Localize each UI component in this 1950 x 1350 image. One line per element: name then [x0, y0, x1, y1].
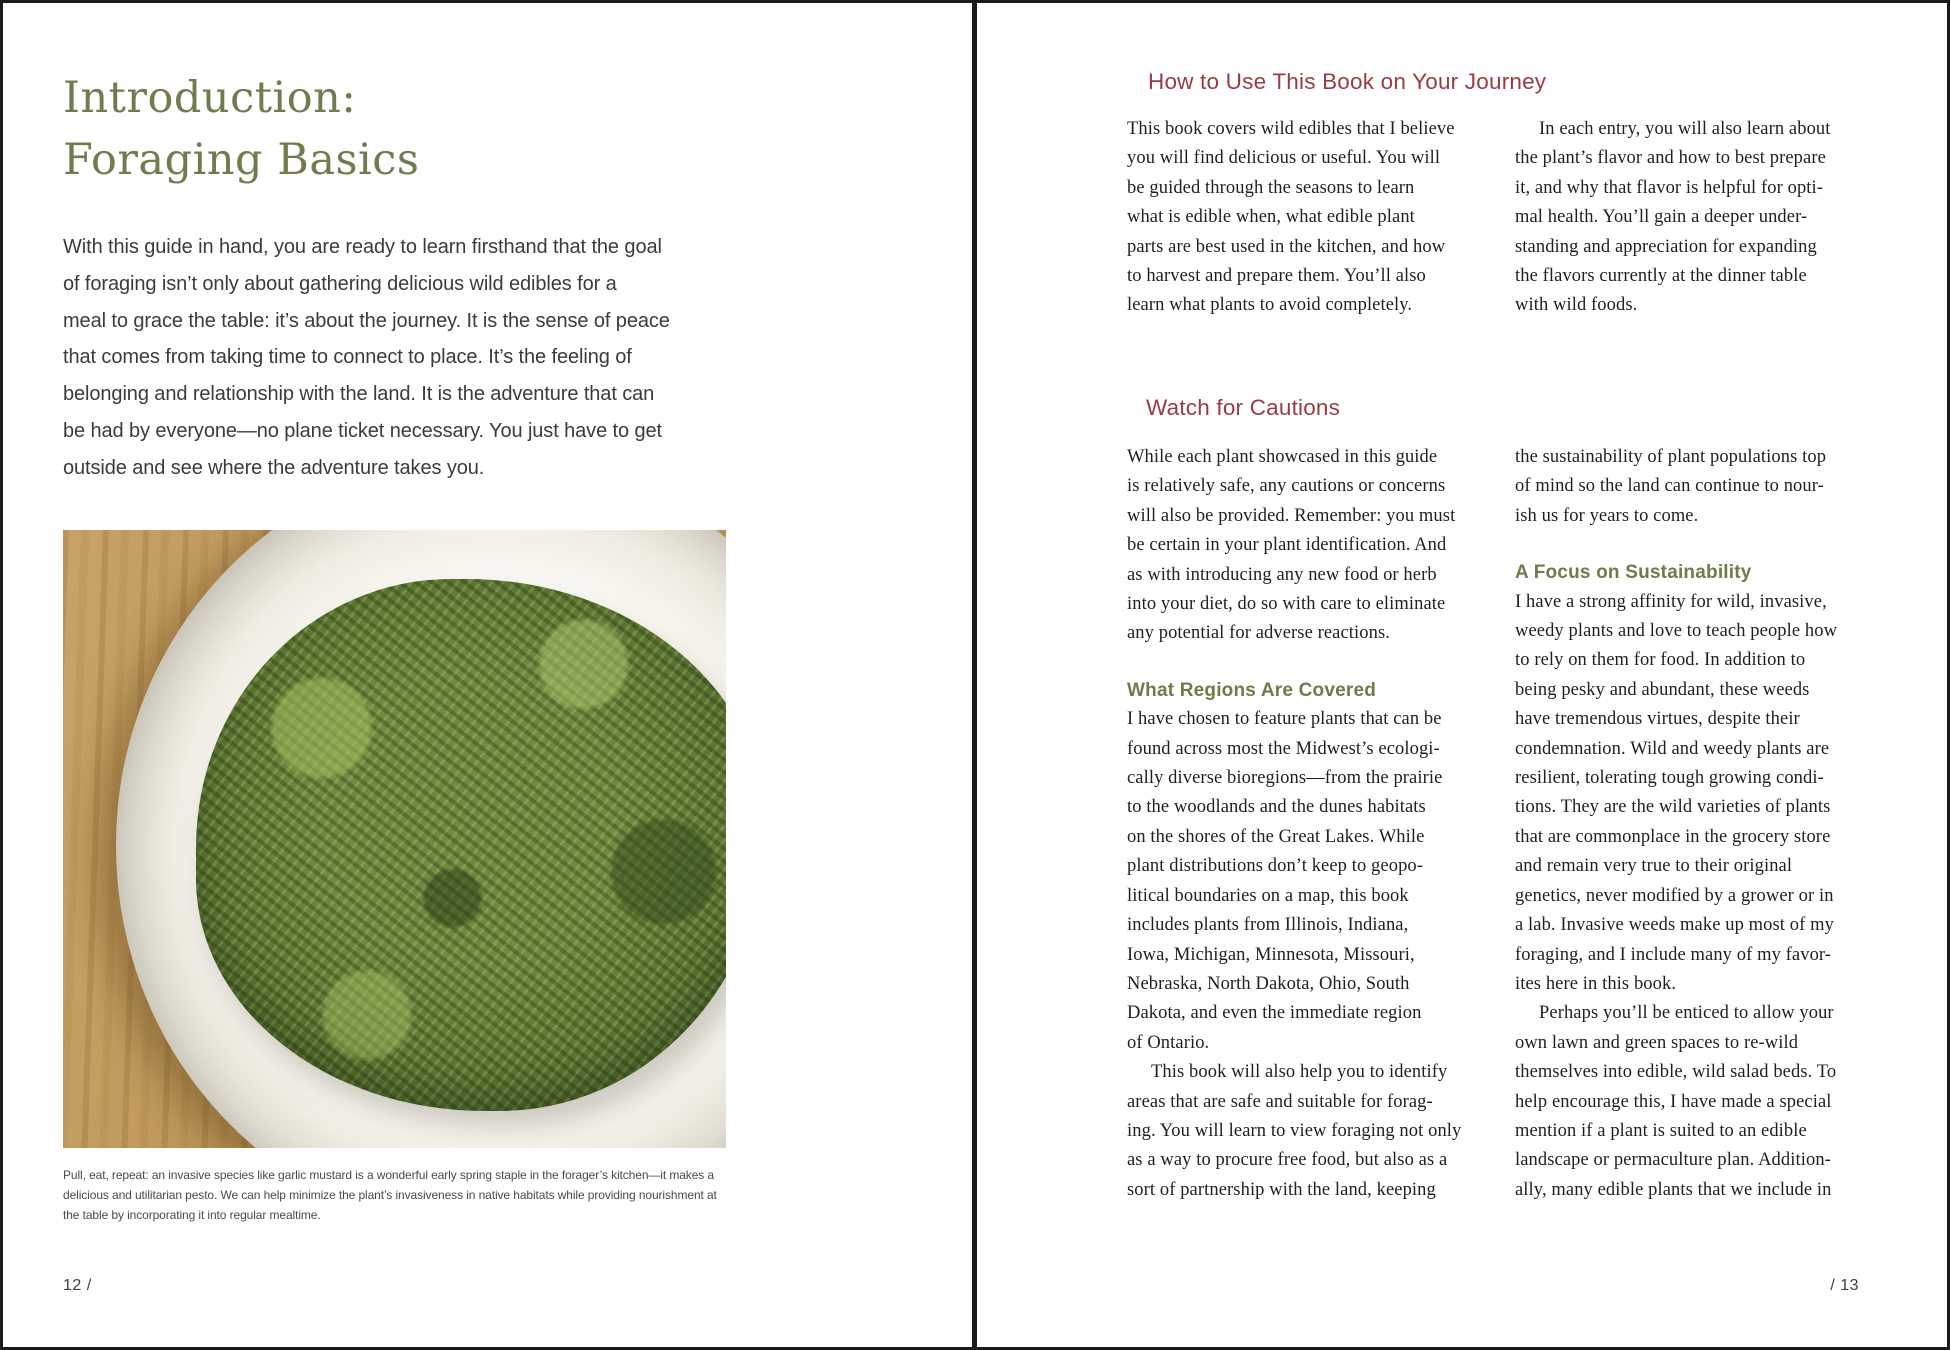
intro-paragraph: With this guide in hand, you are ready to learn firsthand that the goal of foraging isn’t only about gathering delicious wild edibles for a meal to grace the table: it’s about the journey. It is the sense of peace that comes from taking time to connect to place. It’s the feeling of belonging and relationship with the land. It is the adventure that can be had by everyone—no plane ticket necessary. You just have to get outside and see where the adventure takes you. — [63, 236, 670, 479]
cautions-paragraph: While each plant showcased in this guide is relatively safe, any cautions or concerns will also be provided. Remember: you must be certain in your plant identification. And as with introducing any new food or herb into your diet, do so with care to eliminate any potential for adverse reactions. — [1127, 447, 1456, 644]
page-left — [3, 3, 972, 1347]
cautions-column-2 — [1515, 443, 1837, 1205]
pesto-greens — [196, 579, 726, 1110]
section-heading-cautions: Watch for Cautions — [1146, 395, 1341, 420]
section-heading-how-to-use: How to Use This Book on Your Journey — [1148, 69, 1547, 94]
subhead-what-regions: What Regions Are Covered — [1127, 679, 1377, 701]
photo-caption: Pull, eat, repeat: an invasive species like garlic mustard is a wonderful early spring staple in the forager’s kitchen—it makes a delicious and utilitarian pesto. We can help minimize the plant’s invasiveness in native habitats while providing nourishment at the table by incorporating it into regular mealtime. — [63, 1168, 717, 1222]
subhead-focus-sustainability: A Focus on Sustainability — [1515, 562, 1752, 584]
regions-paragraph: I have chosen to feature plants that can be found across most the Midwest’s ecologi- cally diverse bioregions—from the prairie to the woodlands and the dunes habitats on the shores of the Great Lakes. While plant distributions don’t keep to geopo- litical boundaries on a map, this book includes plants from Illinois, Indiana, Iowa, Michigan, Minnesota, Missouri, Nebraska, North Dakota, Ohio, South Dakota, and even the immediate region of Ontario. — [1127, 709, 1443, 1053]
page-number-right: / 13 — [1830, 1277, 1859, 1294]
identify-paragraph: This book will also help you to identify areas that are safe and suitable for forag- ing. You will learn to view foraging not only as a way to procure free food, but also as a sort of partnership with the land, keeping — [1127, 1062, 1462, 1200]
how-to-use-column-1: This book covers wild edibles that I believe you will find delicious or useful. You will be guided through the seasons to learn what is edible when, what edible plant parts are best used in the kitchen, and how to harvest and prepare them. You’ll also learn what plants to avoid completely. — [1127, 119, 1455, 316]
photo-garlic-mustard-pesto — [63, 530, 726, 1148]
sustainability-paragraph: I have a strong affinity for wild, invasive, weedy plants and love to teach people how to rely on them for food. In addition to being pesky and abundant, these weeds have tremendous virtues, despite their condemnation. Wild and weedy plants are resilient, tolerating tough growing condi- tions. They are the wild varieties of plants that are commonplace in the grocery store and remain very true to their original genetics, never modified by a grower or in a lab. Invasive weeds make up most of my foraging, and I include many of my favor- ites here in this book. — [1515, 591, 1838, 994]
how-to-use-column-2: In each entry, you will also learn about the plant’s flavor and how to best prepare it, and why that flavor is helpful for opti- mal health. You’ll gain a deeper under- standing and appreciation for expanding the flavors currently at the dinner table with wild foods. — [1515, 119, 1831, 316]
page-number-left: 12 / — [63, 1277, 92, 1294]
chapter-title: Introduction: Foraging Basics — [63, 73, 420, 185]
sustainability-continuation: the sustainability of plant populations top of mind so the land can continue to nour- ish us for years to come. — [1515, 447, 1827, 526]
perhaps-paragraph: Perhaps you’ll be enticed to allow your own lawn and green spaces to re-wild themselves into edible, wild salad beds. To help encourage this, I have made a special mention if a plant is suited to an edible landscape or permaculture plan. Addition- ally, many edible plants that we include in — [1515, 1003, 1837, 1200]
page-right — [977, 3, 1947, 1347]
cautions-column-1 — [1127, 443, 1461, 1205]
